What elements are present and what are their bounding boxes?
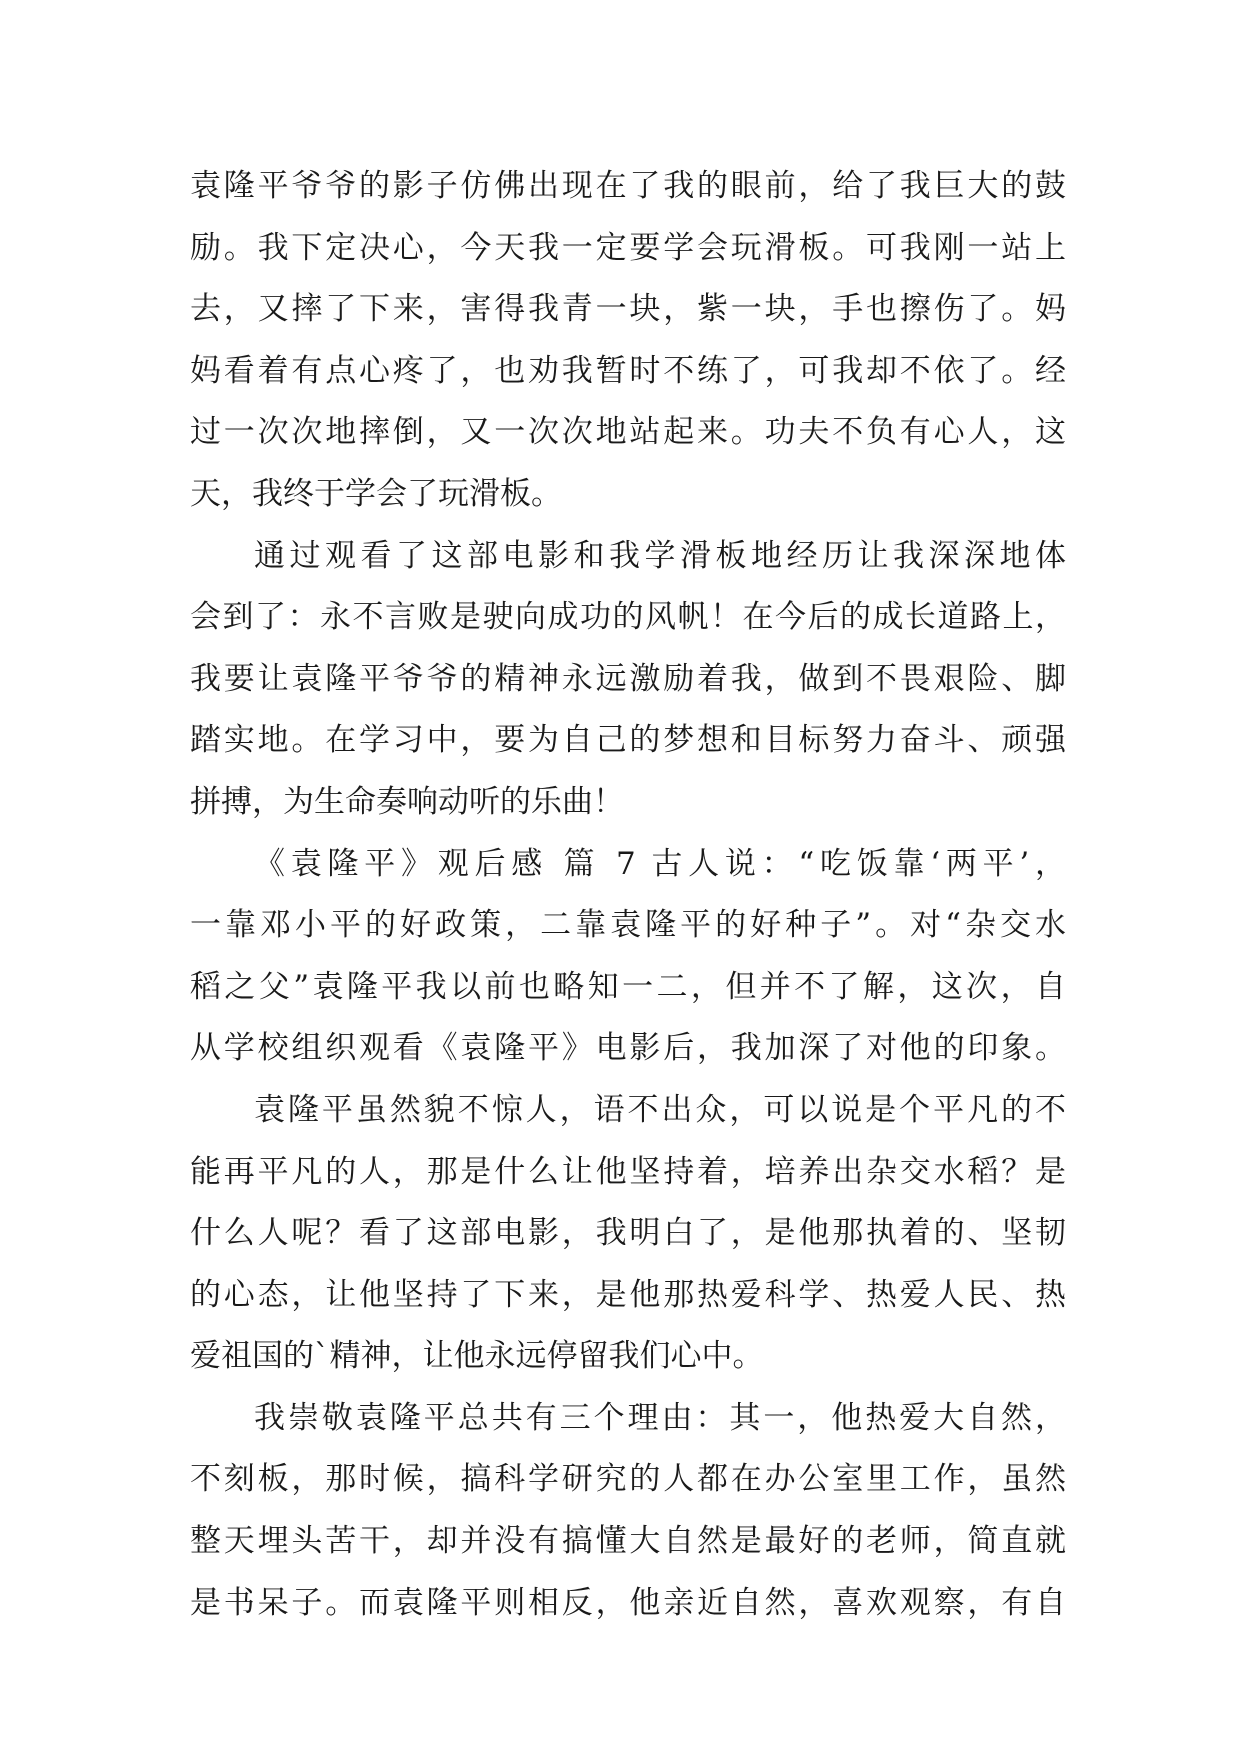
text-line: 会到了：永不言败是驶向成功的风帆！在今后的成长道路上， xyxy=(190,599,1066,636)
text-line: 过一次次地摔倒，又一次次地站起来。功夫不负有心人，这 xyxy=(190,414,1066,451)
text-line: 整天埋头苦干，却并没有搞懂大自然是最好的老师，简直就 xyxy=(190,1523,1066,1560)
text-line: 稻之父”袁隆平我以前也略知一二，但并不了解，这次，自 xyxy=(190,968,1066,1005)
text-line: 一靠邓小平的好政策，二靠袁隆平的好种子”。对“杂交水 xyxy=(190,907,1066,944)
text-line: 能再平凡的人，那是什么让他坚持着，培养出杂交水稻？是 xyxy=(190,1153,1066,1190)
text-line: 是书呆子。而袁隆平则相反，他亲近自然，喜欢观察，有自 xyxy=(190,1584,1066,1621)
text-line: 通过观看了这部电影和我学滑板地经历让我深深地体 xyxy=(254,537,1066,574)
text-line: 妈看着有点心疼了，也劝我暂时不练了，可我却不依了。经 xyxy=(190,352,1066,389)
text-line: 天，我终于学会了玩滑板。 xyxy=(190,475,562,512)
text-line: 袁隆平爷爷的影子仿佛出现在了我的眼前，给了我巨大的鼓 xyxy=(190,168,1066,204)
text-line: 我要让袁隆平爷爷的精神永远激励着我，做到不畏艰险、脚 xyxy=(190,660,1066,697)
document-body xyxy=(190,156,1066,1634)
text-line: 的心态，让他坚持了下来，是他那热爱科学、热爱人民、热 xyxy=(190,1276,1066,1313)
text-line: 去，又摔了下来，害得我青一块，紫一块，手也擦伤了。妈 xyxy=(190,291,1066,328)
text-line: 拼搏，为生命奏响动听的乐曲！ xyxy=(190,783,624,820)
text-line: 爱祖国的`精神，让他永远停留我们心中。 xyxy=(190,1338,764,1375)
text-line: 什么人呢？看了这部电影，我明白了，是他那执着的、坚韧 xyxy=(190,1215,1066,1252)
text-line: 励。我下定决心，今天我一定要学会玩滑板。可我刚一站上 xyxy=(190,229,1066,266)
text-line: 我崇敬袁隆平总共有三个理由：其一，他热爱大自然， xyxy=(254,1399,1066,1436)
text-line: 从学校组织观看《袁隆平》电影后，我加深了对他的印象。 xyxy=(190,1030,1066,1067)
text-line: 袁隆平虽然貌不惊人，语不出众，可以说是个平凡的不 xyxy=(254,1091,1066,1128)
text-line: 踏实地。在学习中，要为自己的梦想和目标努力奋斗、顽强 xyxy=(190,722,1066,759)
text-line: 不刻板，那时候，搞科学研究的人都在办公室里工作，虽然 xyxy=(190,1461,1066,1498)
text-line: 《袁隆平》观后感 篇 7 古人说：“吃饭靠‘两平’， xyxy=(254,845,1066,882)
